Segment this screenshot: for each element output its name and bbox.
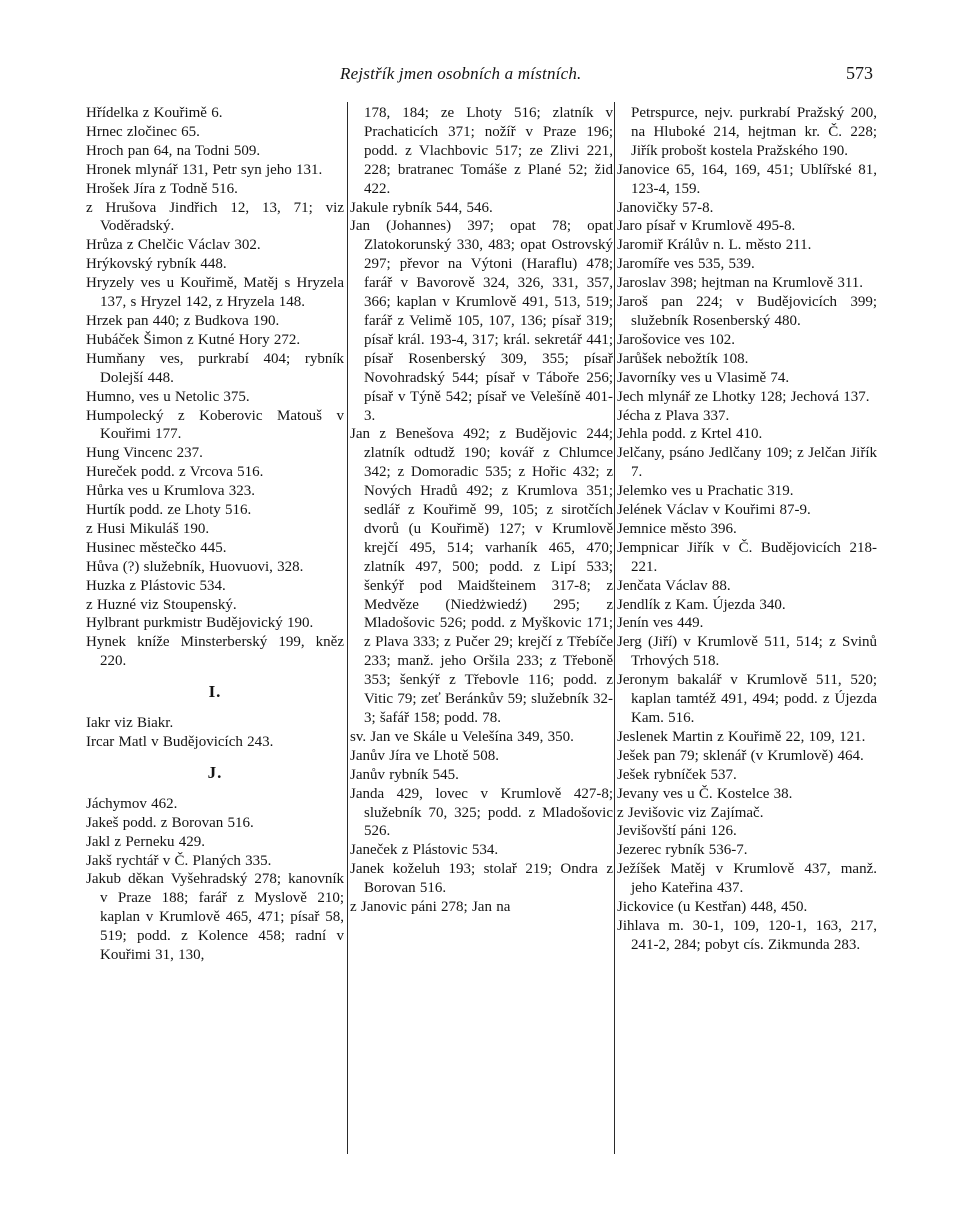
index-entry: Hroch pan 64, na Todni 509. xyxy=(86,142,261,159)
index-entry: Janovice 65, 164, 169, 451; Ublířské 81, 123-4, 159. xyxy=(617,161,877,197)
index-entry: Jenín ves 449. xyxy=(617,615,704,632)
index-entry: Jaroslav 398; hejtman na Krumlově 311. xyxy=(617,275,864,292)
index-entry: Hrýkovský rybník 448. xyxy=(86,256,227,273)
index-entry: Jécha z Plava 337. xyxy=(617,407,730,424)
index-entry: sv. Jan ve Skále u Velešína 349, 350. xyxy=(350,728,574,745)
index-entry: Hubáček Šimon z Kutné Hory 272. xyxy=(86,331,301,348)
index-entry: z Jevišovic viz Zajímač. xyxy=(617,804,764,821)
index-entry: Jarůšek nebožtík 108. xyxy=(617,350,749,367)
index-entry: Jakl z Perneku 429. xyxy=(86,833,205,850)
index-entry: Hůva (?) služebník, Huovuovi, 328. xyxy=(86,558,304,575)
index-entry: Hureček podd. z Vrcova 516. xyxy=(86,464,264,481)
index-entry: Iakr viz Biakr. xyxy=(86,715,174,732)
index-entry: Hrnec zločinec 65. xyxy=(86,123,200,140)
index-entry: Ješek pan 79; sklenář (v Krumlově) 464. xyxy=(617,747,864,764)
index-entry-continuation: Petrspurce, nejv. purkrabí Pražský 200, na Hluboké 214, hejtman kr. Č. 228; Jiřík probošt kostela Pražského 190. xyxy=(631,105,877,159)
page-number: 573 xyxy=(846,63,873,83)
index-entry: Janův rybník 545. xyxy=(350,766,459,783)
index-entry: Huzka z Plástovic 534. xyxy=(86,577,226,594)
index-entry: Hrzek pan 440; z Budkova 190. xyxy=(86,312,280,329)
index-entry: Hronek mlynář 131, Petr syn jeho 131. xyxy=(86,161,323,178)
index-entry: Jelčany, psáno Jedlčany 109; z Jelčan Jiřík 7. xyxy=(617,445,877,481)
index-entry: Jan (Johannes) 397; opat 78; opat Zlatokorunský 330, 483; opat Ostrovský 297; převor na Výtoni (Haraflu) 478; farář v Bavorově 324, 326, 331, 357, 366; kaplan v Krumlově 491, 513, 519; farář z Velimě 105, 107, 136; písař 319; písař král. 193-4, 317; král. sekretář 441; písař Rosenberský 309, 355; písař Novohradský 544; písař v Táboře 256; písař v Týně 542; písař ve Velešíně 401-3. xyxy=(350,218,613,424)
index-entry: Janek koželuh 193; stolař 219; Ondra z Borovan 516. xyxy=(350,861,613,897)
index-entry: Jaromiř Králův n. L. město 211. xyxy=(617,237,812,254)
column-rule-2 xyxy=(614,102,615,1154)
index-entry: Jickovice (u Kestřan) 448, 450. xyxy=(617,899,808,916)
letter-heading: J. xyxy=(207,762,223,782)
index-entry: Jeslenek Martin z Kouřimě 22, 109, 121. xyxy=(617,728,866,745)
index-entry: z Husi Mikuláš 190. xyxy=(86,520,210,537)
index-entry: Jeronym bakalář v Krumlově 511, 520; kaplan tamtéž 491, 494; podd. z Újezda Kam. 516. xyxy=(617,672,877,726)
index-entry: Jevany ves u Č. Kostelce 38. xyxy=(617,785,793,802)
index-entry: z Huzné viz Stoupenský. xyxy=(86,596,237,613)
index-entry: Jelének Václav v Kouřimi 87-9. xyxy=(617,502,811,519)
index-entry: Janda 429, lovec v Krumlově 427-8; služebník 70, 325; podd. z Mladošovic 526. xyxy=(350,785,613,840)
index-entry: Hylbrant purkmistr Budějovický 190. xyxy=(86,615,314,632)
index-entry: Janovičky 57-8. xyxy=(617,199,714,216)
index-entry: Janův Jíra ve Lhotě 508. xyxy=(350,747,500,764)
index-column-2 xyxy=(350,104,613,917)
index-entry: Jenčata Václav 88. xyxy=(617,577,731,594)
index-entry: Jaromíře ves 535, 539. xyxy=(617,256,755,273)
index-entry: Hung Vincenc 237. xyxy=(86,445,203,462)
index-entry: Jakeš podd. z Borovan 516. xyxy=(86,814,254,831)
index-entry-continuation: 178, 184; ze Lhoty 516; zlatník v Prachaticích 371; nožíř v Praze 196; podd. z Vlachbovic 517; ze Zlivi 221, 228; bratranec Tomáše z Plané 52; žid 422. xyxy=(364,105,613,197)
index-entry: Hrošek Jíra z Todně 516. xyxy=(86,180,238,197)
index-entry: Hurtík podd. ze Lhoty 516. xyxy=(86,502,252,519)
index-entry: Jakule rybník 544, 546. xyxy=(350,199,493,216)
index-entry: Jan z Benešova 492; z Budějovic 244; zlatník odtudž 190; kovář z Chlumce 342; z Domoradic 535; z Hořic 432; z Nových Hradů 492; z Krumlova 351; sedlář z Kouřimě 99, 105; z sirotčích dvorů (u Kouřimě) 127; v Krumlově krejčí 495, 514; varhaník 465, 470; zlatník 497, 500; podd. z Lipí 533; šenkýř pod Maidšteinem 317-8; z Medvěze (Niedżwiedź) 295; z Mladošovic 526; podd. z Myškovic 171; z Plava 333; z Pučer 29; krejčí z Třebíče 233; manž. jeho Oršila 233; z Třeboně 353; šenkýř z Třebovle 116; podd. z Vitic 79; zeť Beránkův 59; služebník 32-3; šafář 158; podd. 78. xyxy=(350,426,613,726)
letter-heading: I. xyxy=(208,682,222,702)
index-entry: Hynek kníže Minsterberský 199, kněz 220. xyxy=(86,634,344,670)
index-entry: Hůrka ves u Krumlova 323. xyxy=(86,483,256,500)
index-entry: Jendlík z Kam. Újezda 340. xyxy=(617,596,786,613)
index-entry: Jáchymov 462. xyxy=(86,795,178,812)
index-entry: Jakš rychtář v Č. Planých 335. xyxy=(86,852,272,869)
index-entry: Ježíšek Matěj v Krumlově 437, manž. jeho Kateřina 437. xyxy=(617,861,877,897)
index-entry: Jarošovice ves 102. xyxy=(617,331,736,348)
index-entry: Hryzely ves u Kouřimě, Matěj s Hryzela 137, s Hryzel 142, z Hryzela 148. xyxy=(86,275,344,311)
index-entry: z Janovic páni 278; Jan na xyxy=(350,899,511,916)
index-entry: Husinec městečko 445. xyxy=(86,539,227,556)
index-entry: Humpolecký z Koberovic Matouš v Kouřimi 177. xyxy=(86,407,344,443)
index-entry: Jihlava m. 30-1, 109, 120-1, 163, 217, 241-2, 284; pobyt cís. Zikmunda 283. xyxy=(617,917,877,953)
index-entry: Jaro písař v Krumlově 495-8. xyxy=(617,218,796,235)
index-entry: Humno, ves u Netolic 375. xyxy=(86,388,250,405)
index-entry: Ješek rybníček 537. xyxy=(617,766,737,783)
index-entry: Humňany ves, purkrabí 404; rybník Dolejší 448. xyxy=(86,350,344,386)
index-column-3 xyxy=(617,104,877,955)
index-entry: Jempnicar Jiřík v Č. Budějovicích 218-221. xyxy=(617,539,877,575)
index-entry: Jevišovští páni 126. xyxy=(617,823,737,840)
index-entry: Ircar Matl v Budějovicích 243. xyxy=(86,734,274,750)
running-title: Rejstřík jmen osobních a místních. xyxy=(340,64,582,83)
index-entry: Jezerec rybník 536-7. xyxy=(617,842,748,859)
column-rule-1 xyxy=(347,102,348,1154)
index-entry: Javorníky ves u Vlasimě 74. xyxy=(617,369,790,386)
index-entry: Jakub děkan Vyšehradský 278; kanovník v Praze 188; farář z Myslově 210; kaplan v Krumlově 465, 471; písař 58, 519; podd. z Kolence 458; radní v Kouřimi 31, 130, xyxy=(86,871,344,964)
index-entry: Jerg (Jiří) v Krumlově 511, 514; z Svinů Trhových 518. xyxy=(617,634,877,670)
index-entry: Jehla podd. z Krtel 410. xyxy=(617,426,763,443)
index-entry: Jelemko ves u Prachatic 319. xyxy=(617,483,794,500)
index-entry: Hřídelka z Kouřimě 6. xyxy=(86,105,223,121)
index-column-1 xyxy=(86,104,344,965)
index-entry: Janeček z Plástovic 534. xyxy=(350,842,499,859)
index-entry: Jemnice město 396. xyxy=(617,520,737,537)
index-entry: Jaroš pan 224; v Budějovicích 399; služebník Rosenberský 480. xyxy=(617,294,877,329)
index-entry: Jech mlynář ze Lhotky 128; Jechová 137. xyxy=(617,388,870,405)
index-entry: Hrůza z Chelčic Václav 302. xyxy=(86,237,261,254)
index-entry: z Hrušova Jindřich 12, 13, 71; viz Voděradský. xyxy=(86,199,344,235)
